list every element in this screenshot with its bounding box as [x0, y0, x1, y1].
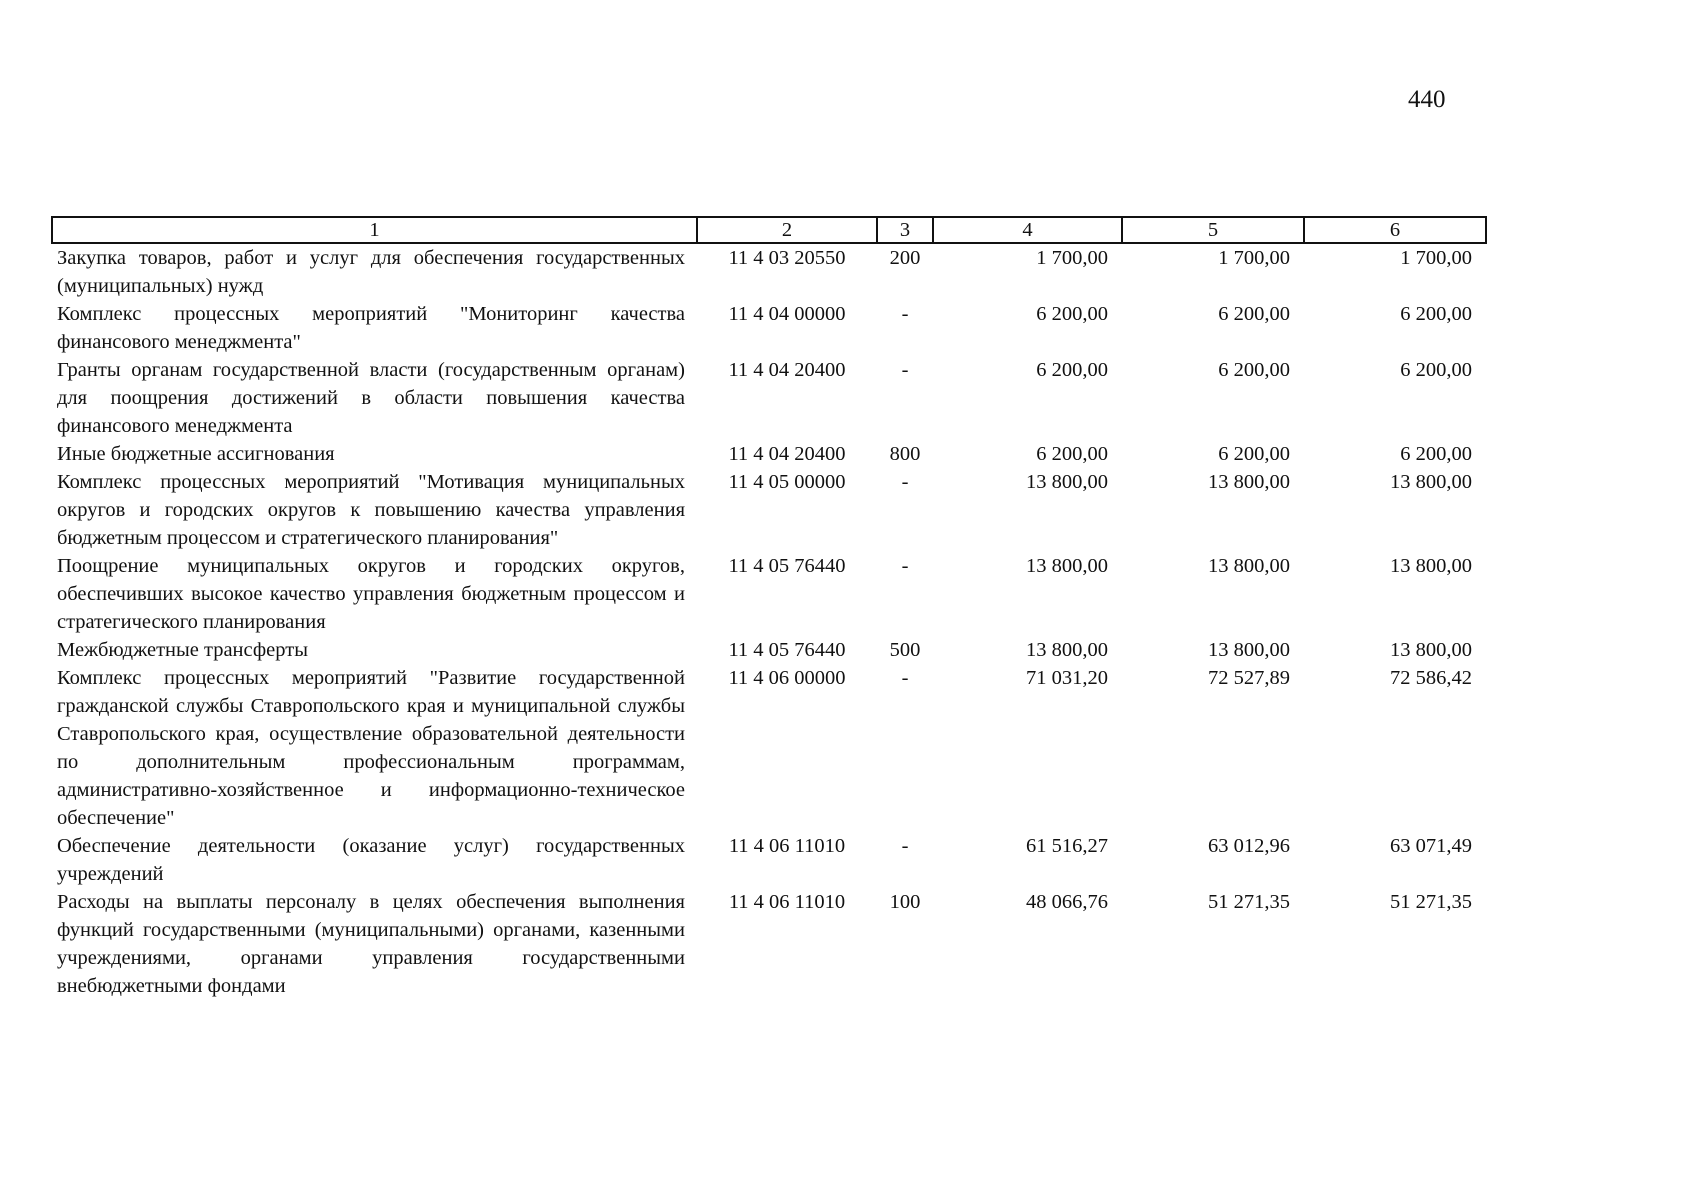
table-row	[52, 636, 1486, 664]
row-name: Обеспечение деятельности (оказание услуг) государственных учреждений	[57, 835, 685, 885]
row-type: 500	[889, 639, 921, 661]
table-row	[52, 552, 1486, 636]
header-col-3: 3	[877, 217, 933, 243]
row-type: 100	[889, 891, 921, 913]
row-name: Гранты органам государственной власти (государственным органам) для поощрения достижений в области повышения качества финансового менеджмента	[57, 359, 685, 437]
row-value-4: 13 800,00	[1026, 555, 1108, 577]
row-value-6: 63 071,49	[1390, 835, 1472, 857]
table-row	[52, 468, 1486, 552]
row-code: 11 4 05 76440	[728, 555, 846, 577]
table-row	[52, 888, 1486, 1000]
row-value-4: 61 516,27	[1026, 835, 1108, 857]
row-value-6: 13 800,00	[1390, 471, 1472, 493]
row-value-6: 13 800,00	[1390, 555, 1472, 577]
row-type: -	[901, 359, 909, 381]
row-name: Комплекс процессных мероприятий "Развитие государственной гражданской службы Ставропольского края и муниципальной службы Ставропольского края, осуществление образовательной деятельности по дополнительным профессиональным программам, административно-хозяйственное и информационно-техническое обеспечение"	[57, 667, 685, 829]
header-col-1: 1	[52, 217, 697, 243]
row-value-6: 6 200,00	[1400, 443, 1472, 465]
row-value-4: 13 800,00	[1026, 639, 1108, 661]
row-code: 11 4 04 20400	[728, 359, 846, 381]
row-value-5: 63 012,96	[1208, 835, 1290, 857]
row-name: Поощрение муниципальных округов и городских округов, обеспечивших высокое качество управления бюджетным процессом и стратегического планирования	[57, 555, 685, 633]
row-value-6: 51 271,35	[1390, 891, 1472, 913]
row-value-6: 6 200,00	[1400, 359, 1472, 381]
row-type: -	[901, 835, 909, 857]
row-code: 11 4 04 20400	[728, 443, 846, 465]
row-code: 11 4 05 76440	[728, 639, 846, 661]
header-col-5: 5	[1122, 217, 1304, 243]
row-value-5: 13 800,00	[1208, 555, 1290, 577]
header-col-6: 6	[1304, 217, 1486, 243]
table-row	[52, 832, 1486, 888]
row-value-4: 48 066,76	[1026, 891, 1108, 913]
table-row	[52, 440, 1486, 468]
row-type: 800	[889, 443, 921, 465]
row-code: 11 4 05 00000	[728, 471, 846, 493]
row-name: Комплекс процессных мероприятий "Мотивация муниципальных округов и городских округов к повышению качества управления бюджетным процессом и стратегического планирования"	[57, 471, 685, 549]
row-value-5: 51 271,35	[1208, 891, 1290, 913]
row-value-4: 1 700,00	[1036, 247, 1108, 269]
row-type: -	[901, 303, 909, 325]
row-value-5: 6 200,00	[1218, 443, 1290, 465]
row-type: -	[901, 555, 909, 577]
row-code: 11 4 06 11010	[728, 835, 846, 857]
row-code: 11 4 03 20550	[728, 247, 846, 269]
header-col-2: 2	[697, 217, 877, 243]
row-name: Иные бюджетные ассигнования	[57, 443, 335, 465]
table-row	[52, 300, 1486, 356]
header-col-4: 4	[933, 217, 1122, 243]
row-name: Расходы на выплаты персоналу в целях обеспечения выполнения функций государственными (муниципальными) органами, казенными учреждениями, органами управления государственными внебюджетными фондами	[57, 891, 685, 997]
row-value-5: 13 800,00	[1208, 639, 1290, 661]
row-type: 200	[889, 247, 921, 269]
row-value-4: 6 200,00	[1036, 303, 1108, 325]
row-value-6: 13 800,00	[1390, 639, 1472, 661]
row-value-4: 6 200,00	[1036, 443, 1108, 465]
table-header	[52, 217, 1486, 243]
row-value-5: 1 700,00	[1218, 247, 1290, 269]
budget-table	[51, 216, 1485, 1000]
row-value-5: 72 527,89	[1208, 667, 1290, 689]
row-value-6: 6 200,00	[1400, 303, 1472, 325]
row-code: 11 4 06 00000	[728, 667, 846, 689]
row-value-5: 13 800,00	[1208, 471, 1290, 493]
row-code: 11 4 04 00000	[728, 303, 846, 325]
row-name: Закупка товаров, работ и услуг для обеспечения государственных (муниципальных) нужд	[57, 247, 685, 297]
row-value-4: 6 200,00	[1036, 359, 1108, 381]
row-value-5: 6 200,00	[1218, 303, 1290, 325]
row-type: -	[901, 667, 909, 689]
row-value-4: 13 800,00	[1026, 471, 1108, 493]
table-row	[52, 356, 1486, 440]
row-name: Комплекс процессных мероприятий "Мониторинг качества финансового менеджмента"	[57, 303, 685, 353]
table-row	[52, 664, 1486, 832]
row-name: Межбюджетные трансферты	[57, 639, 308, 661]
table-row	[52, 243, 1486, 300]
row-value-6: 72 586,42	[1390, 667, 1472, 689]
row-value-5: 6 200,00	[1218, 359, 1290, 381]
row-type: -	[901, 471, 909, 493]
row-code: 11 4 06 11010	[728, 891, 846, 913]
row-value-4: 71 031,20	[1026, 667, 1108, 689]
row-value-6: 1 700,00	[1400, 247, 1472, 269]
page-number: 440	[1408, 86, 1446, 113]
